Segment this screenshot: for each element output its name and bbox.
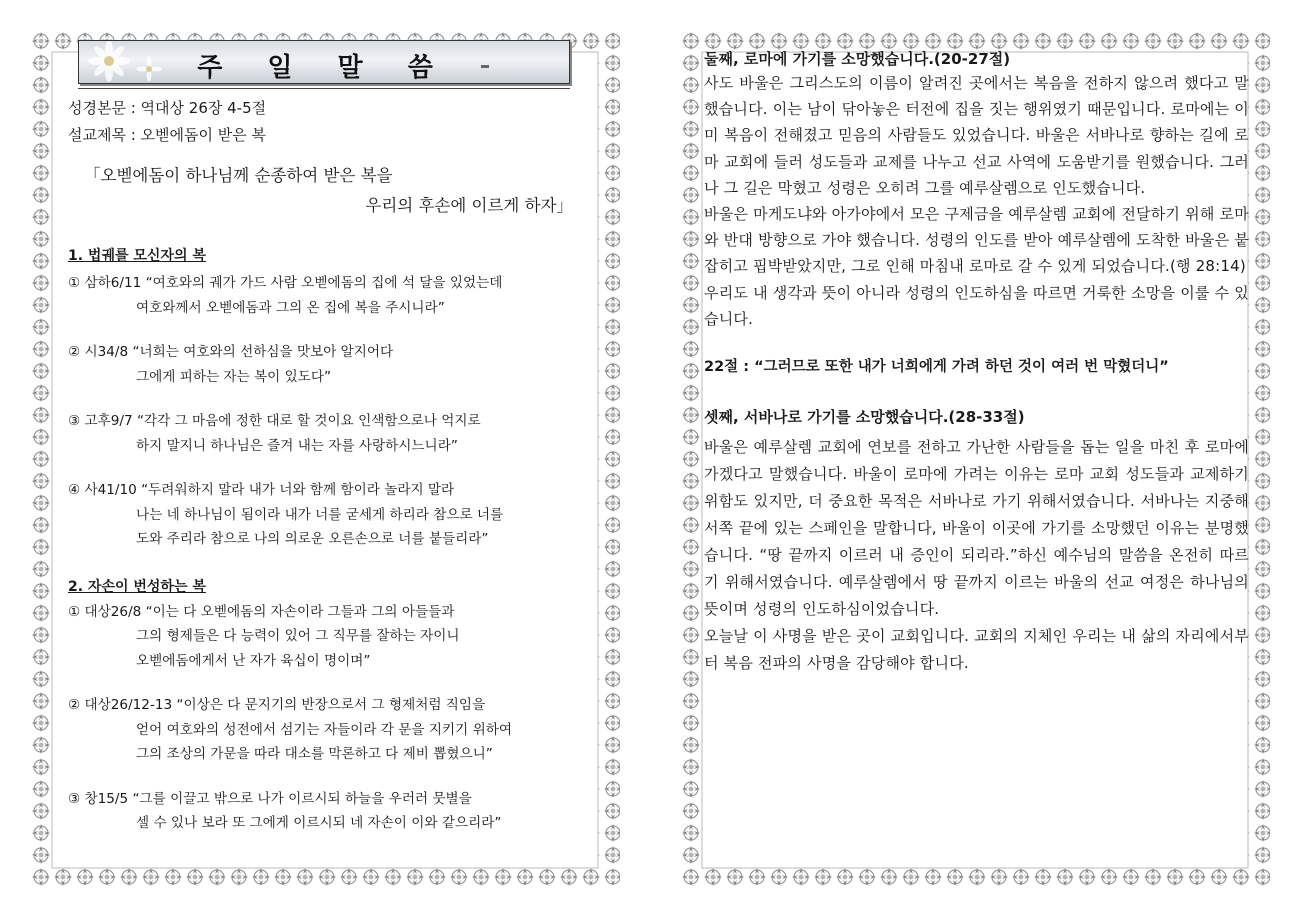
paragraph: 사도 바울은 그리스도의 이름이 알려진 곳에서는 복음을 전하지 않으려 했다고 말했습니다. 이는 남이 닦아놓은 터전에 집을 짓는 행위였기 때문입니다. 로마에는 이미 복음이 전해졌고 믿음의 사람들도 있었습니다. 바울은 서바나로 향하는 길에 로마 교회에 들러 성도들과 교제를 나누고 선교 사역에 도움받기를 원했습니다. 그러나 그 길은 막혔고 성령은 오히려 그를 예루살렘으로 인도했습니다.: [704, 74, 1249, 197]
verse-item: ② 시34/8 “너희는 여호와의 선하심을 맛보아 알지어다 그에게 피하는 자는 복이 있도다”: [68, 344, 394, 385]
banner-title: 주 일 말 씀: [197, 53, 451, 83]
heading-third: 셋째, 서바나로 가기를 소망했습니다.(28-33절): [704, 408, 1025, 427]
paragraph: 바울은 예루살렘 교회에 연보를 전하고 가난한 사람들을 돕는 일을 마친 후 로마에 가겠다고 말했습니다. 바울이 로마에 가려는 이유는 로마 교회 성도들과 교제하기 위함도 있지만, 더 중요한 목적은 서바나로 가기 위해서였습니다. 서바나는 지중해 서쪽 끝에 있는 스페인을 말합니다, 바울이 이곳에 가기를 소망했던 이유는 분명했습니다. “땅 끝까지 이르러 내 증인이 되리라.”하신 예수님의 말씀을 온전히 따르기 위해서였습니다. 예루살렘에서 땅 끝까지 이르는 바울의 선교 여정은 하나님의 뜻이며 성령의 인도하심이었습니다.: [704, 438, 1249, 619]
left-page: [30, 30, 620, 890]
banner-mark: [481, 65, 489, 68]
verse-item: ③ 창15/5 “그를 이끌고 밖으로 나가 이르시되 하늘을 우러러 뭇별을 셀 수 있나 보라 또 그에게 이르시되 네 자손이 이와 같으리라”: [68, 790, 502, 831]
theme-line-2: 우리의 후손에 이르게 하자」: [365, 196, 573, 215]
theme-quote: [68, 161, 583, 221]
sermon-meta: [68, 95, 583, 149]
sermon-title: 설교제목 : 오벧에돔이 받은 복: [68, 126, 267, 144]
title-banner: [78, 40, 570, 84]
verse-item: ① 삼하6/11 “여호와의 궤가 가드 사람 오벧에돔의 집에 석 달을 있었는데 여호와께서 오벧에돔과 그의 온 집에 복을 주시니라”: [68, 275, 503, 316]
verse-22: 22절 : “그러므로 또한 내가 너희에게 가려 하던 것이 여러 번 막혔더니”: [704, 359, 1169, 376]
scripture-reference: 성경본문 : 역대상 26장 4-5절: [68, 99, 267, 117]
heading-second: 둘째, 로마에 가기를 소망했습니다.(20-27절): [704, 50, 1011, 68]
paragraph: 오늘날 이 사명을 받은 곳이 교회입니다. 교회의 지체인 우리는 내 삶의 자리에서부터 복음 전파의 사명을 감당해야 합니다.: [704, 627, 1249, 673]
verse-item: ① 대상26/8 “이는 다 오벧에돔의 자손이라 그들과 그의 아들들과 그의 형제들은 다 능력이 있어 그 직무를 잘하는 자이니 오벧에돔에게서 난 자가 육십이 명이며”: [68, 603, 460, 669]
right-page: [680, 30, 1270, 890]
verse-item: ② 대상26/12-13 “이상은 다 문지기의 반장으로서 그 형제처럼 직임을 얻어 여호와의 성전에서 섬기는 자들이라 각 문을 지키기 위하여 그의 조상의 가문을 따라 대소를 막론하고 다 제비 뽑혔으니”: [68, 697, 512, 762]
paragraph: 바울은 마게도냐와 아가야에서 모은 구제금을 예루살렘 교회에 전달하기 위해 로마와 반대 방향으로 가야 했습니다. 성령의 인도를 받아 예루살렘에 도착한 바울은 붙잡히고 핍박받았지만, 그로 인해 마침내 로마로 갈 수 있게 되었습니다.(행 28:14): [704, 205, 1249, 276]
spacer: [704, 380, 1249, 406]
verse-item: ④ 사41/10 “두려워하지 말라 내가 너와 함께 함이라 놀라지 말라 나는 네 하나님이 됨이라 내가 너를 굳세게 하리라 참으로 너를 도와 주리라 참으로 나의 의로운 오른손으로 너를 붙들리라”: [68, 482, 504, 547]
section-1-heading: 1. 법궤를 모신자의 복: [68, 248, 206, 264]
verse-item: ③ 고후9/7 “각각 그 마음에 정한 대로 할 것이요 인색함으로나 억지로 하지 말지니 하나님은 즐겨 내는 자를 사랑하시느니라”: [68, 413, 481, 454]
section-2-heading: 2. 자손이 번성하는 복: [68, 578, 206, 595]
paragraph: 우리도 내 생각과 뜻이 아니라 성령의 인도하심을 따르면 거룩한 소망을 이룰 수 있습니다.: [704, 283, 1249, 328]
theme-line-1: 「오벧에돔이 하나님께 순종하여 받은 복을: [84, 166, 393, 185]
divider: [78, 88, 570, 89]
